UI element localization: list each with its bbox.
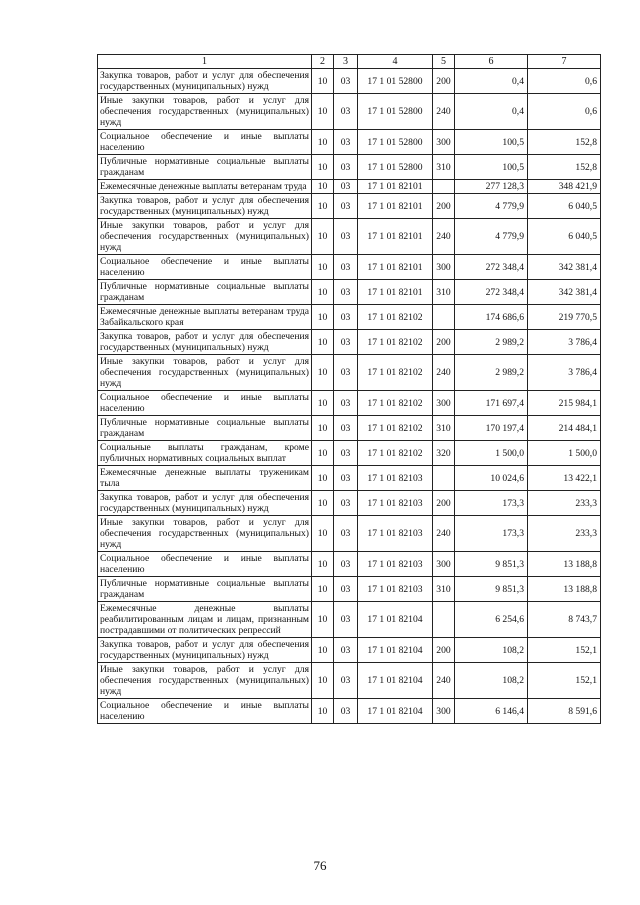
header-col-2: 2 [312, 55, 334, 69]
table-row [98, 180, 601, 194]
row-expense-type: 200 [433, 330, 455, 355]
row-section: 10 [312, 355, 334, 391]
row-subsection: 03 [334, 280, 358, 305]
header-col-3: 3 [334, 55, 358, 69]
row-subsection: 03 [334, 638, 358, 663]
row-amount-col6: 108,2 [455, 638, 528, 663]
row-section: 10 [312, 577, 334, 602]
row-expense-type: 200 [433, 491, 455, 516]
row-name: Публичные нормативные социальные выплаты гражданам [98, 577, 312, 602]
table-row [98, 602, 601, 638]
table-row [98, 577, 601, 602]
row-name: Социальное обеспечение и иные выплаты населению [98, 391, 312, 416]
table-row [98, 552, 601, 577]
row-expense-type [433, 466, 455, 491]
row-section: 10 [312, 69, 334, 94]
header-col-7: 7 [528, 55, 601, 69]
row-amount-col7: 13 188,8 [528, 577, 601, 602]
table-row [98, 69, 601, 94]
row-target-article: 17 1 01 82104 [358, 638, 433, 663]
row-amount-col7: 13 188,8 [528, 552, 601, 577]
row-subsection: 03 [334, 466, 358, 491]
row-name: Социальное обеспечение и иные выплаты населению [98, 130, 312, 155]
table-row [98, 491, 601, 516]
row-name: Социальные выплаты гражданам, кроме публичных нормативных социальных выплат [98, 441, 312, 466]
row-section: 10 [312, 516, 334, 552]
table-row [98, 305, 601, 330]
row-name: Иные закупки товаров, работ и услуг для обеспечения государственных (муниципальных) нужд [98, 516, 312, 552]
row-amount-col7: 233,3 [528, 491, 601, 516]
row-target-article: 17 1 01 82102 [358, 355, 433, 391]
row-expense-type [433, 602, 455, 638]
row-subsection: 03 [334, 663, 358, 699]
row-amount-col6: 173,3 [455, 516, 528, 552]
row-amount-col6: 100,5 [455, 155, 528, 180]
row-section: 10 [312, 466, 334, 491]
row-subsection: 03 [334, 194, 358, 219]
row-target-article: 17 1 01 82103 [358, 466, 433, 491]
row-section: 10 [312, 663, 334, 699]
row-target-article: 17 1 01 52800 [358, 94, 433, 130]
row-expense-type: 300 [433, 130, 455, 155]
row-name: Публичные нормативные социальные выплаты гражданам [98, 416, 312, 441]
row-subsection: 03 [334, 330, 358, 355]
row-expense-type: 300 [433, 552, 455, 577]
table-row [98, 516, 601, 552]
row-section: 10 [312, 280, 334, 305]
row-section: 10 [312, 552, 334, 577]
table-body [98, 69, 601, 724]
row-amount-col7: 13 422,1 [528, 466, 601, 491]
row-target-article: 17 1 01 82101 [358, 194, 433, 219]
row-subsection: 03 [334, 94, 358, 130]
row-amount-col6: 170 197,4 [455, 416, 528, 441]
table-row [98, 699, 601, 724]
row-name: Ежемесячные денежные выплаты ветеранам труда [98, 180, 312, 194]
row-subsection: 03 [334, 491, 358, 516]
table-row [98, 391, 601, 416]
row-subsection: 03 [334, 180, 358, 194]
row-expense-type [433, 305, 455, 330]
row-section: 10 [312, 391, 334, 416]
row-section: 10 [312, 130, 334, 155]
row-amount-col6: 171 697,4 [455, 391, 528, 416]
row-amount-col7: 219 770,5 [528, 305, 601, 330]
row-amount-col6: 9 851,3 [455, 552, 528, 577]
row-target-article: 17 1 01 82103 [358, 491, 433, 516]
row-expense-type: 200 [433, 69, 455, 94]
row-expense-type: 310 [433, 155, 455, 180]
row-amount-col6: 2 989,2 [455, 330, 528, 355]
row-amount-col7: 0,6 [528, 69, 601, 94]
table-row [98, 130, 601, 155]
row-section: 10 [312, 416, 334, 441]
row-expense-type [433, 180, 455, 194]
row-section: 10 [312, 330, 334, 355]
row-expense-type: 300 [433, 255, 455, 280]
row-subsection: 03 [334, 441, 358, 466]
row-section: 10 [312, 305, 334, 330]
row-target-article: 17 1 01 82102 [358, 441, 433, 466]
row-amount-col6: 9 851,3 [455, 577, 528, 602]
row-amount-col6: 6 146,4 [455, 699, 528, 724]
row-amount-col7: 3 786,4 [528, 330, 601, 355]
header-col-5: 5 [433, 55, 455, 69]
table-row [98, 355, 601, 391]
row-amount-col7: 6 040,5 [528, 194, 601, 219]
row-amount-col6: 0,4 [455, 94, 528, 130]
row-amount-col6: 4 779,9 [455, 219, 528, 255]
row-expense-type: 240 [433, 219, 455, 255]
row-amount-col7: 8 743,7 [528, 602, 601, 638]
header-col-1: 1 [98, 55, 312, 69]
row-section: 10 [312, 638, 334, 663]
row-subsection: 03 [334, 602, 358, 638]
row-amount-col6: 0,4 [455, 69, 528, 94]
row-section: 10 [312, 491, 334, 516]
page-number: 76 [313, 858, 327, 873]
header-col-4: 4 [358, 55, 433, 69]
row-target-article: 17 1 01 52800 [358, 69, 433, 94]
row-expense-type: 300 [433, 699, 455, 724]
row-expense-type: 240 [433, 94, 455, 130]
budget-table [97, 54, 601, 724]
row-section: 10 [312, 699, 334, 724]
row-name: Иные закупки товаров, работ и услуг для обеспечения государственных (муниципальных) нужд [98, 94, 312, 130]
row-amount-col6: 10 024,6 [455, 466, 528, 491]
row-section: 10 [312, 155, 334, 180]
row-target-article: 17 1 01 82101 [358, 280, 433, 305]
row-name: Закупка товаров, работ и услуг для обеспечения государственных (муниципальных) нужд [98, 330, 312, 355]
row-subsection: 03 [334, 155, 358, 180]
row-amount-col7: 152,1 [528, 638, 601, 663]
row-amount-col7: 6 040,5 [528, 219, 601, 255]
row-target-article: 17 1 01 82104 [358, 602, 433, 638]
row-amount-col6: 277 128,3 [455, 180, 528, 194]
row-expense-type: 200 [433, 194, 455, 219]
row-amount-col6: 173,3 [455, 491, 528, 516]
header-col-6: 6 [455, 55, 528, 69]
row-name: Закупка товаров, работ и услуг для обеспечения государственных (муниципальных) нужд [98, 194, 312, 219]
table-row [98, 94, 601, 130]
row-amount-col6: 272 348,4 [455, 255, 528, 280]
row-amount-col6: 272 348,4 [455, 280, 528, 305]
row-amount-col7: 152,8 [528, 155, 601, 180]
row-target-article: 17 1 01 82103 [358, 516, 433, 552]
row-section: 10 [312, 441, 334, 466]
row-amount-col7: 233,3 [528, 516, 601, 552]
row-name: Ежемесячные денежные выплаты ветеранам труда Забайкальского края [98, 305, 312, 330]
table-row [98, 638, 601, 663]
row-subsection: 03 [334, 416, 358, 441]
row-expense-type: 200 [433, 638, 455, 663]
row-subsection: 03 [334, 577, 358, 602]
row-expense-type: 300 [433, 391, 455, 416]
row-subsection: 03 [334, 130, 358, 155]
row-amount-col7: 214 484,1 [528, 416, 601, 441]
row-target-article: 17 1 01 82102 [358, 305, 433, 330]
row-amount-col6: 108,2 [455, 663, 528, 699]
row-subsection: 03 [334, 355, 358, 391]
row-subsection: 03 [334, 552, 358, 577]
row-target-article: 17 1 01 82104 [358, 699, 433, 724]
row-expense-type: 240 [433, 516, 455, 552]
table-row [98, 441, 601, 466]
row-expense-type: 240 [433, 663, 455, 699]
row-amount-col7: 152,8 [528, 130, 601, 155]
row-amount-col7: 0,6 [528, 94, 601, 130]
row-amount-col6: 6 254,6 [455, 602, 528, 638]
row-name: Социальное обеспечение и иные выплаты населению [98, 552, 312, 577]
row-subsection: 03 [334, 699, 358, 724]
row-name: Закупка товаров, работ и услуг для обеспечения государственных (муниципальных) нужд [98, 69, 312, 94]
row-name: Публичные нормативные социальные выплаты гражданам [98, 280, 312, 305]
row-name: Социальное обеспечение и иные выплаты населению [98, 255, 312, 280]
row-target-article: 17 1 01 82102 [358, 391, 433, 416]
row-section: 10 [312, 194, 334, 219]
row-target-article: 17 1 01 82101 [358, 180, 433, 194]
table-row [98, 155, 601, 180]
table-row [98, 219, 601, 255]
row-subsection: 03 [334, 69, 358, 94]
row-name: Иные закупки товаров, работ и услуг для обеспечения государственных (муниципальных) нужд [98, 663, 312, 699]
row-target-article: 17 1 01 82101 [358, 219, 433, 255]
row-expense-type: 310 [433, 577, 455, 602]
row-name: Ежемесячные денежные выплаты труженикам тыла [98, 466, 312, 491]
row-target-article: 17 1 01 82101 [358, 255, 433, 280]
row-target-article: 17 1 01 82104 [358, 663, 433, 699]
row-name: Закупка товаров, работ и услуг для обеспечения государственных (муниципальных) нужд [98, 491, 312, 516]
row-section: 10 [312, 180, 334, 194]
table-row [98, 663, 601, 699]
row-target-article: 17 1 01 82103 [358, 577, 433, 602]
row-section: 10 [312, 602, 334, 638]
row-target-article: 17 1 01 52800 [358, 155, 433, 180]
row-amount-col7: 215 984,1 [528, 391, 601, 416]
row-target-article: 17 1 01 82102 [358, 416, 433, 441]
row-amount-col7: 152,1 [528, 663, 601, 699]
row-target-article: 17 1 01 82102 [358, 330, 433, 355]
row-amount-col7: 1 500,0 [528, 441, 601, 466]
table-row [98, 466, 601, 491]
row-amount-col6: 2 989,2 [455, 355, 528, 391]
row-expense-type: 240 [433, 355, 455, 391]
table-header [98, 55, 601, 69]
row-amount-col6: 174 686,6 [455, 305, 528, 330]
row-amount-col6: 1 500,0 [455, 441, 528, 466]
row-subsection: 03 [334, 516, 358, 552]
table-row [98, 194, 601, 219]
table-row [98, 255, 601, 280]
row-expense-type: 310 [433, 416, 455, 441]
row-subsection: 03 [334, 305, 358, 330]
row-amount-col7: 342 381,4 [528, 280, 601, 305]
row-name: Ежемесячные денежные выплаты реабилитированным лицам и лицам, признанным пострадавшими от политических репрессий [98, 602, 312, 638]
row-name: Закупка товаров, работ и услуг для обеспечения государственных (муниципальных) нужд [98, 638, 312, 663]
table-row [98, 280, 601, 305]
header-row [98, 55, 601, 69]
row-amount-col7: 348 421,9 [528, 180, 601, 194]
row-section: 10 [312, 94, 334, 130]
row-name: Социальное обеспечение и иные выплаты населению [98, 699, 312, 724]
row-name: Иные закупки товаров, работ и услуг для обеспечения государственных (муниципальных) нужд [98, 219, 312, 255]
row-expense-type: 310 [433, 280, 455, 305]
table-row [98, 330, 601, 355]
row-amount-col6: 100,5 [455, 130, 528, 155]
row-subsection: 03 [334, 219, 358, 255]
row-expense-type: 320 [433, 441, 455, 466]
row-name: Публичные нормативные социальные выплаты гражданам [98, 155, 312, 180]
row-name: Иные закупки товаров, работ и услуг для обеспечения государственных (муниципальных) нужд [98, 355, 312, 391]
row-amount-col7: 8 591,6 [528, 699, 601, 724]
table-row [98, 416, 601, 441]
row-subsection: 03 [334, 255, 358, 280]
row-amount-col6: 4 779,9 [455, 194, 528, 219]
row-target-article: 17 1 01 82103 [358, 552, 433, 577]
row-section: 10 [312, 219, 334, 255]
row-target-article: 17 1 01 52800 [358, 130, 433, 155]
row-amount-col7: 3 786,4 [528, 355, 601, 391]
row-amount-col7: 342 381,4 [528, 255, 601, 280]
row-section: 10 [312, 255, 334, 280]
row-subsection: 03 [334, 391, 358, 416]
